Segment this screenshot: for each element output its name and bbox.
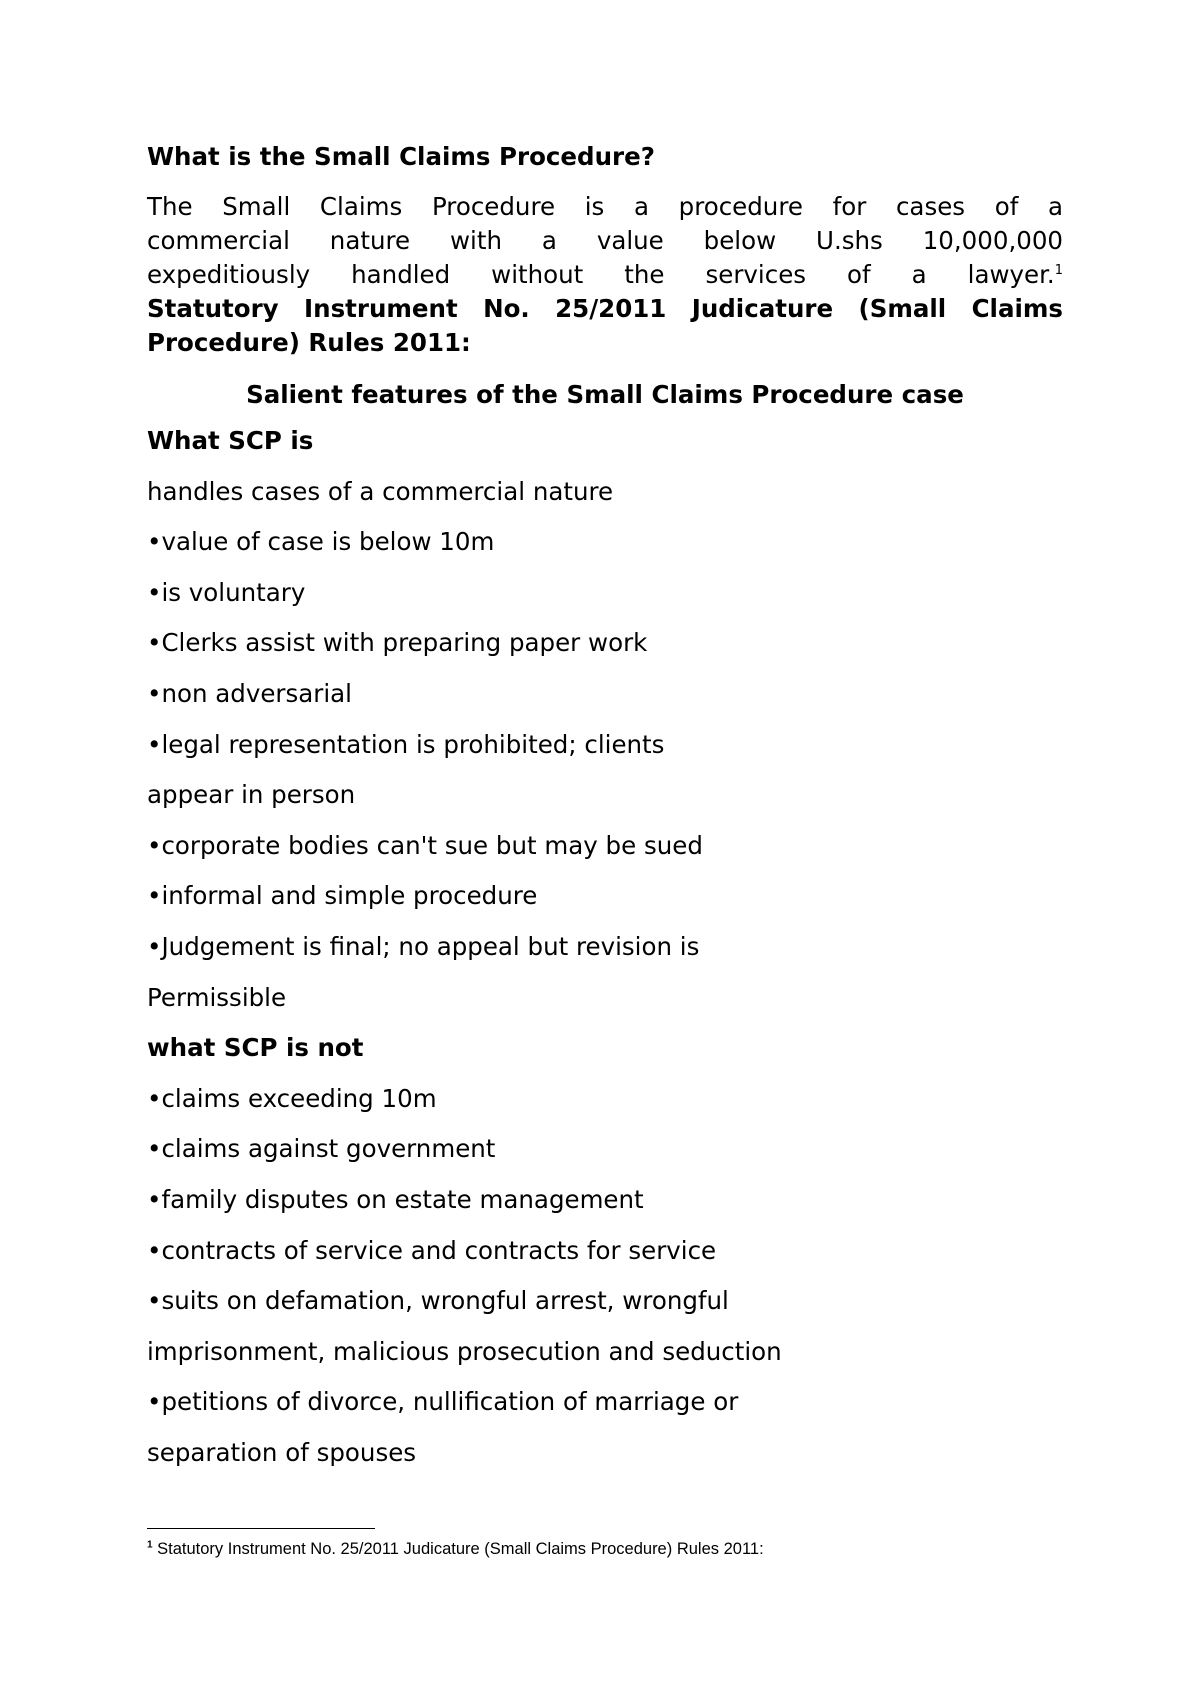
list-item: appear in person (147, 780, 356, 810)
list-item: •non adversarial (147, 678, 352, 708)
list-item: imprisonment, malicious prosecution and seduction (147, 1336, 782, 1366)
footnote-text: Statutory Instrument No. 25/2011 Judicature (Small Claims Procedure) Rules 2011: (152, 1540, 764, 1558)
list-item: •Judgement is final; no appeal but revision is (147, 931, 700, 961)
what-scp-is-not-heading: what SCP is not (147, 1033, 364, 1063)
intro-line-3-text: expeditiously handled without the services of a lawyer. (147, 260, 1055, 289)
list-item: •petitions of divorce, nullification of marriage or (147, 1387, 739, 1417)
footnote (147, 1538, 764, 1560)
question-heading: What is the Small Claims Procedure? (147, 142, 655, 171)
statute-line-1: Statutory Instrument No. 25/2011 Judicature (Small Claims (147, 294, 1063, 323)
what-scp-is-not-section (147, 1031, 1063, 1470)
list-item: •is voluntary (147, 577, 306, 607)
list-item: •suits on defamation, wrongful arrest, wrongful (147, 1286, 729, 1316)
footnote-reference: 1 (1054, 262, 1063, 278)
list-item: •corporate bodies can't sue but may be sued (147, 830, 703, 860)
list-item: separation of spouses (147, 1437, 417, 1467)
list-item: •family disputes on estate management (147, 1184, 644, 1214)
list-item: •Clerks assist with preparing paper work (147, 628, 648, 658)
intro-line-3 (147, 258, 1063, 292)
list-item: •claims exceeding 10m (147, 1083, 437, 1113)
intro-paragraph (147, 190, 1063, 292)
what-scp-is-heading: What SCP is (147, 426, 314, 455)
list-item: •claims against government (147, 1134, 496, 1164)
statute-title (147, 292, 1063, 360)
document-page (147, 140, 1063, 1486)
section-title: Salient features of the Small Claims Procedure case (246, 380, 964, 409)
what-scp-is-section (147, 424, 1063, 1015)
list-item: Permissible (147, 982, 287, 1012)
list-item: •contracts of service and contracts for service (147, 1235, 717, 1265)
statute-line-2: Procedure) Rules 2011: (147, 328, 471, 357)
list-item: •value of case is below 10m (147, 527, 495, 557)
list-item: •informal and simple procedure (147, 881, 538, 911)
footnote-number: 1 (147, 1539, 153, 1551)
list-item: handles cases of a commercial nature (147, 476, 614, 506)
intro-line-2: commercial nature with a value below U.shs 10,000,000 (147, 226, 1063, 255)
footnote-separator (147, 1528, 375, 1529)
list-item: •legal representation is prohibited; clients (147, 729, 665, 759)
intro-line-1: The Small Claims Procedure is a procedure for cases of a (147, 192, 1063, 221)
